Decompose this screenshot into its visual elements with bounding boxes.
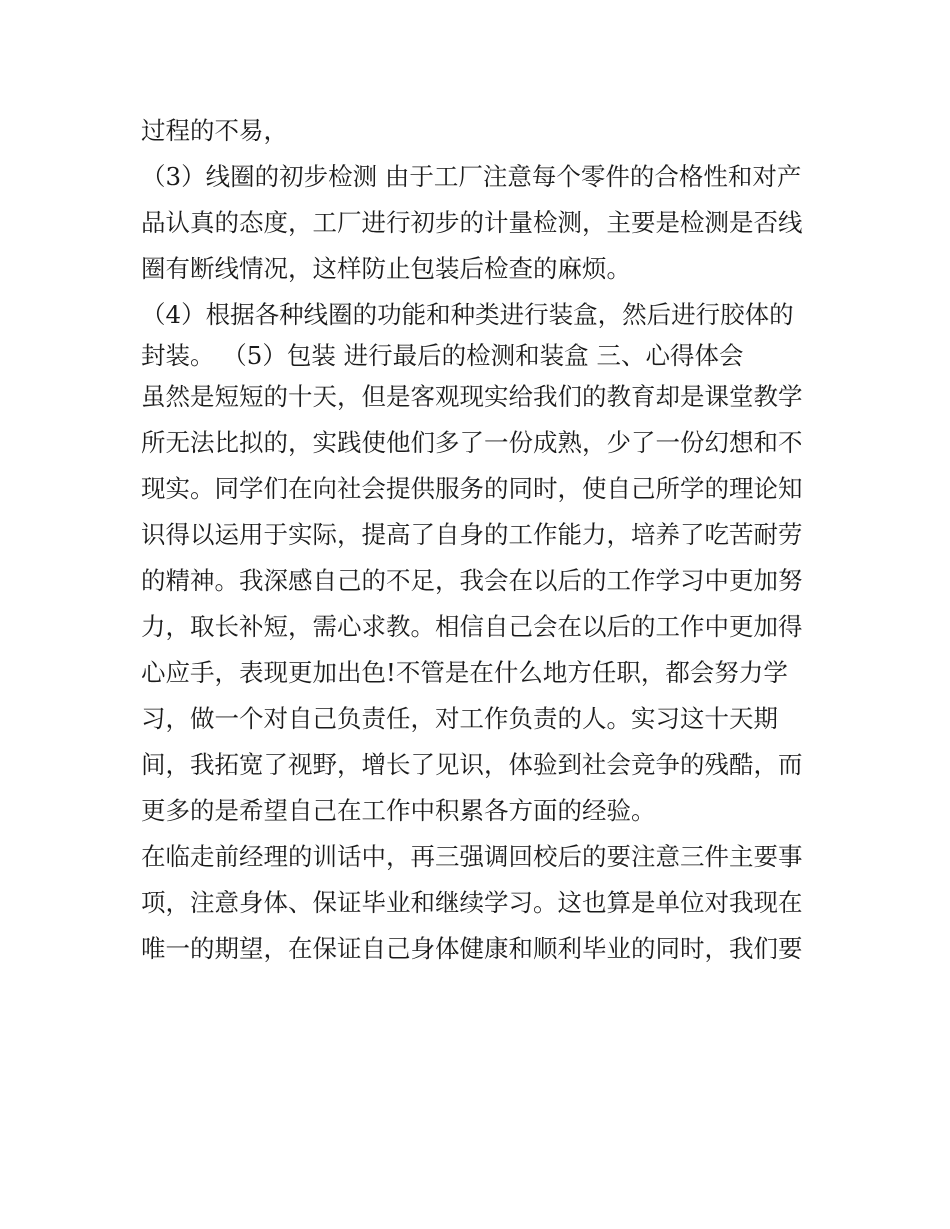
text-line: 过程的不易， <box>141 116 288 145</box>
text-line: 品认真的态度，工厂进行初步的计量检测，主要是检测是否线 <box>141 208 803 237</box>
text-line: 项，注意身体、保证毕业和继续学习。这也算是单位对我现在 <box>141 888 803 917</box>
text-line: 圈有断线情况，这样防止包装后检查的麻烦。 <box>141 254 631 283</box>
text-line: 的精神。我深感自己的不足，我会在以后的工作学习中更加努 <box>141 566 803 595</box>
text-line: （4）根据各种线圈的功能和种类进行装盒，然后进行胶体的 <box>141 300 794 329</box>
body-text <box>141 108 821 972</box>
text-line: 在临走前经理的训话中，再三强调回校后的要注意三件主要事 <box>141 842 803 871</box>
text-line: （3）线圈的初步检测 由于工厂注意每个零件的合格性和对产 <box>141 162 802 191</box>
text-line: 虽然是短短的十天，但是客观现实给我们的教育却是课堂教学 <box>141 382 803 411</box>
text-line: 现实。同学们在向社会提供服务的同时，使自己所学的理论知 <box>141 474 803 503</box>
text-line: 封装。 （5）包装 进行最后的检测和装盒 三、心得体会 <box>141 341 744 370</box>
text-line: 识得以运用于实际，提高了自身的工作能力，培养了吃苦耐劳 <box>141 520 803 549</box>
text-line: 力，取长补短，需心求教。相信自己会在以后的工作中更加得 <box>141 612 803 641</box>
text-line: 唯一的期望，在保证自己身体健康和顺利毕业的同时，我们要 <box>141 934 803 963</box>
text-line: 习，做一个对自己负责任，对工作负责的人。实习这十天期 <box>141 704 778 733</box>
text-line: 更多的是希望自己在工作中积累各方面的经验。 <box>141 796 656 825</box>
text-line: 间，我拓宽了视野，增长了见识，体验到社会竞争的残酷，而 <box>141 750 803 779</box>
text-line: 心应手，表现更加出色!不管是在什么地方任职，都会努力学 <box>141 658 788 687</box>
text-line: 所无法比拟的，实践使他们多了一份成熟，少了一份幻想和不 <box>141 428 803 457</box>
